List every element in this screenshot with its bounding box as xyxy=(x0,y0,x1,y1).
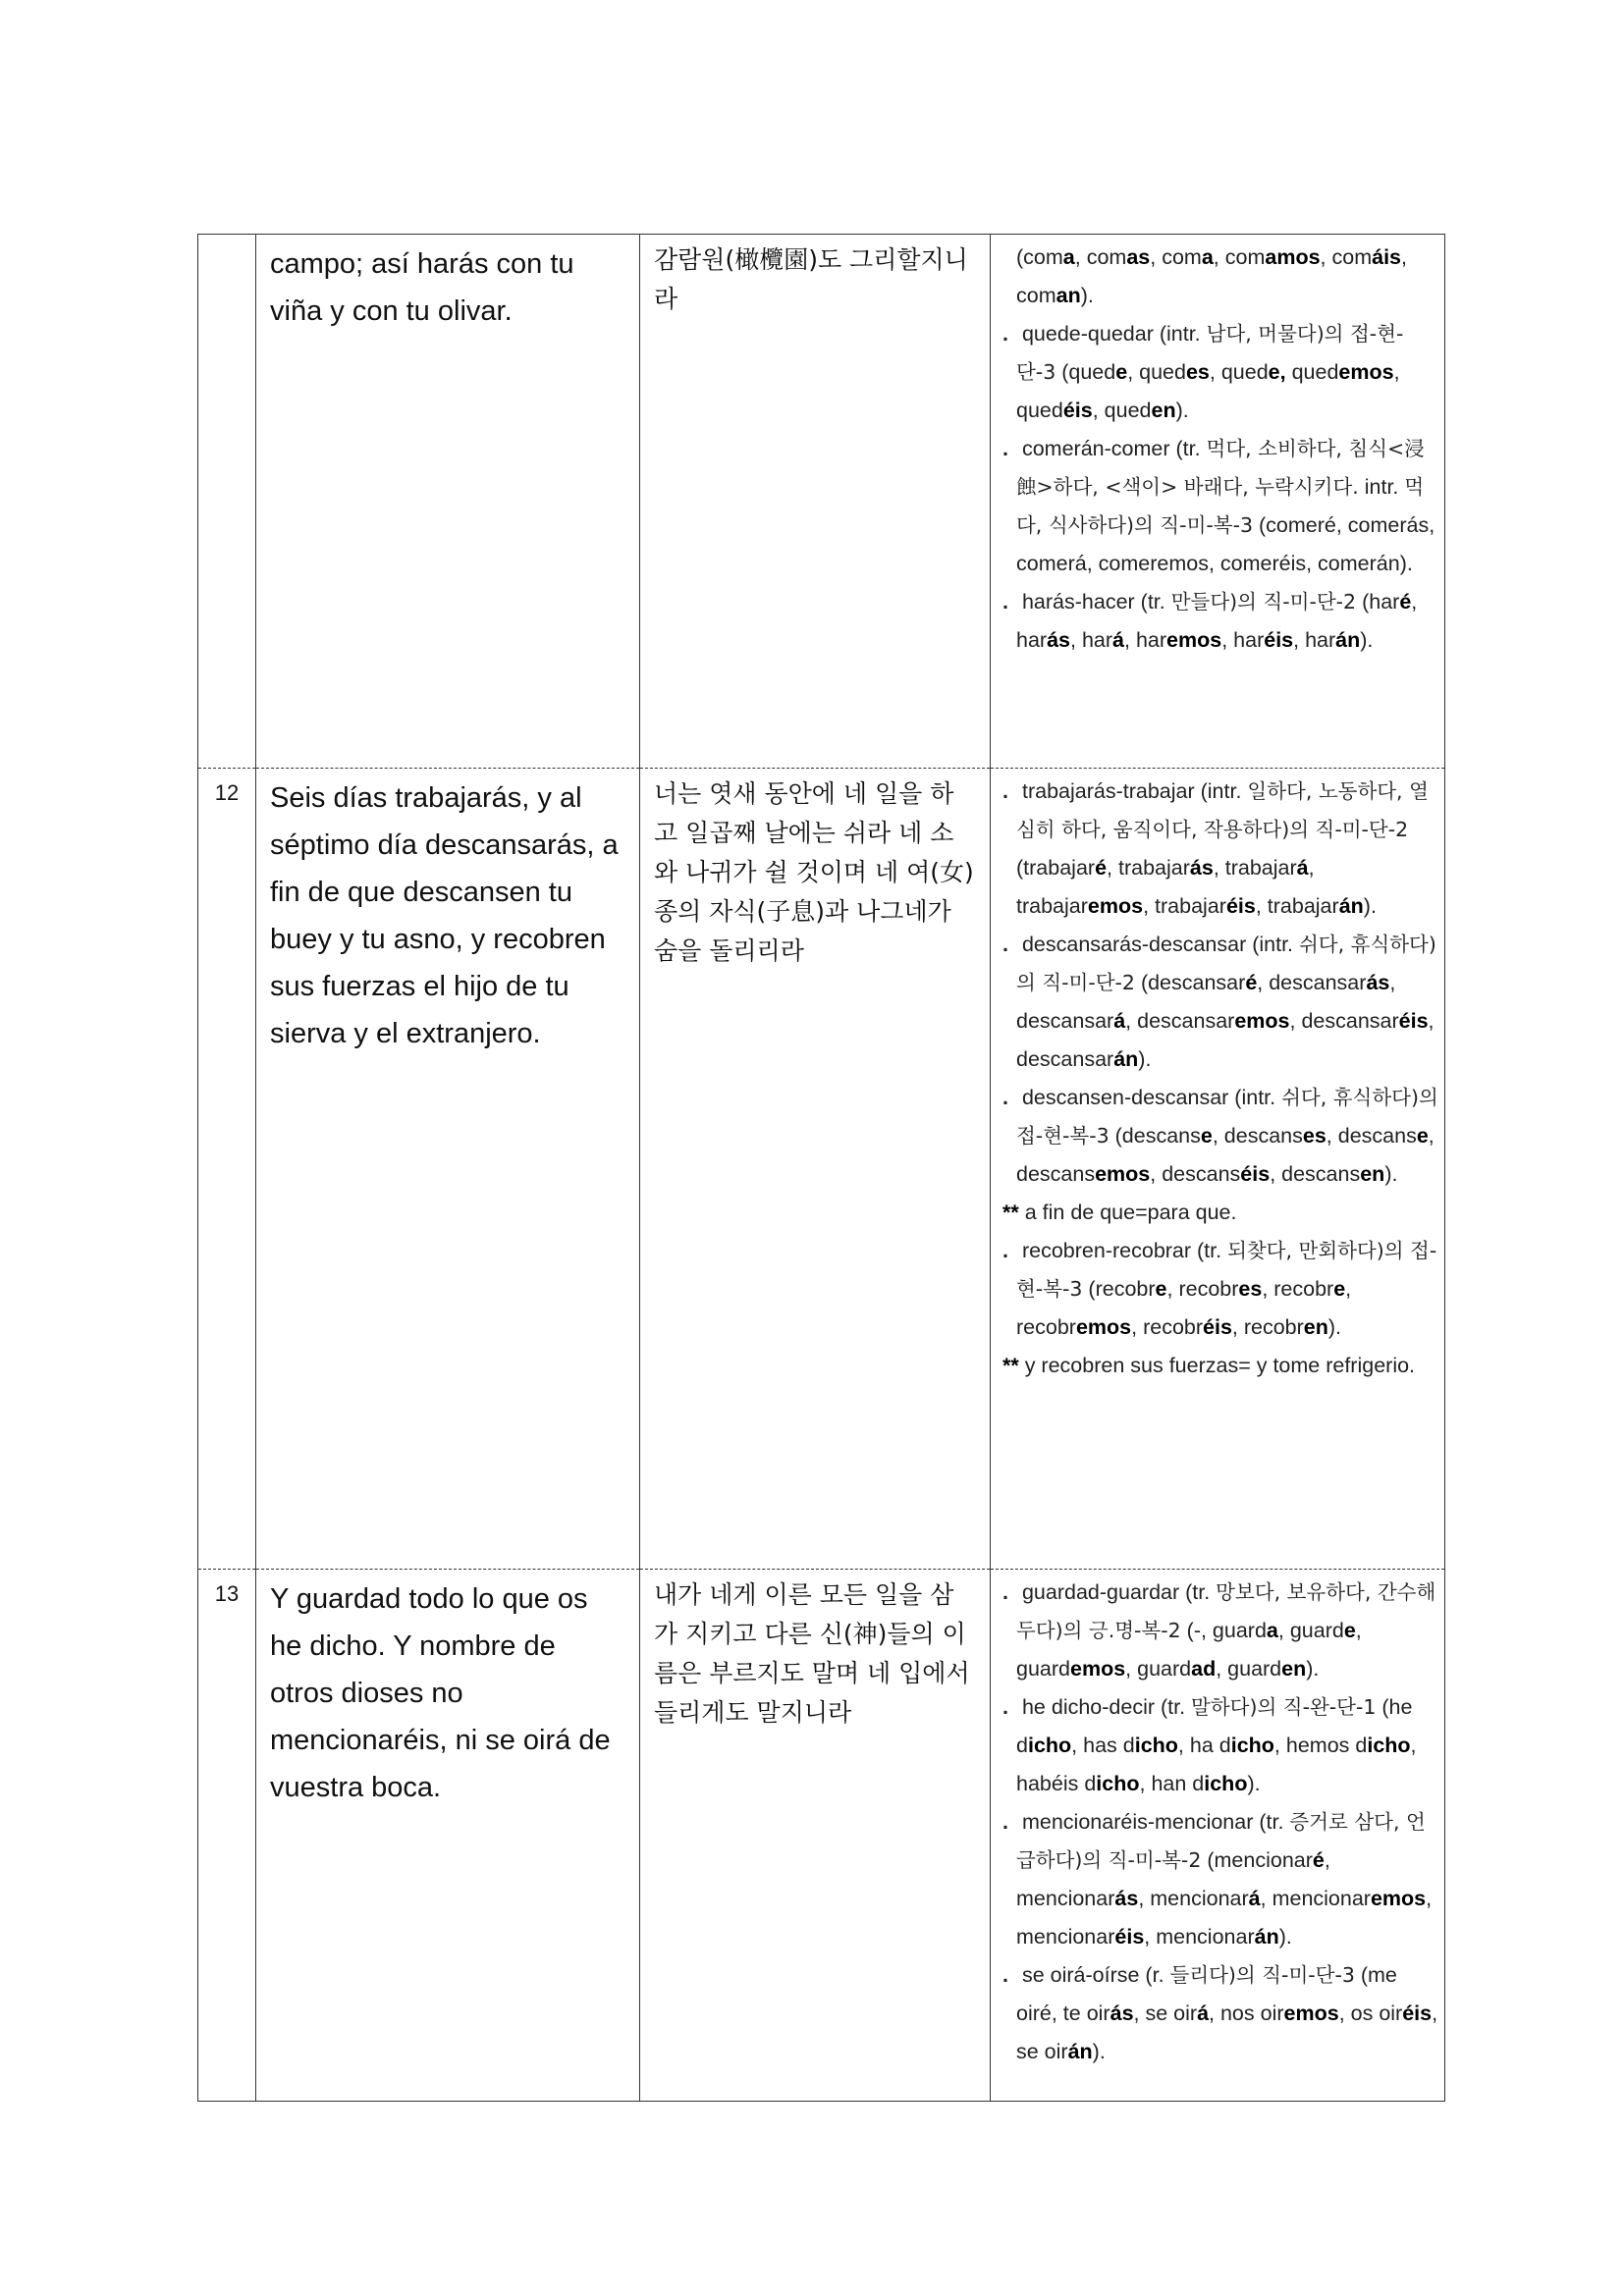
spanish-text: Y guardad todo lo que os he dicho. Y nombre de otros dioses no mencionaréis, ni se oirá de vuestra boca. xyxy=(256,1570,640,2102)
korean-text: 너는 엿새 동안에 네 일을 하고 일곱째 날에는 쉬라 네 소와 나귀가 쉴 것이며 네 여(女)종의 자식(子息)과 나그네가 숨을 돌리리라 xyxy=(640,769,991,1570)
grammar-note: . he dicho-decir (tr. 말하다)의 직-완-단-1 (he dicho, has dicho, ha dicho, hemos dicho, habéis dicho, han dicho). xyxy=(1002,1695,1417,1795)
grammar-note: ** a fin de que=para que. xyxy=(1002,1201,1237,1224)
table-row xyxy=(198,235,1445,769)
grammar-notes xyxy=(991,235,1445,769)
grammar-note: . comerán-comer (tr. 먹다, 소비하다, 침식<浸蝕>하다, <색이> 바래다, 누락시키다. intr. 먹다, 식사하다)의 직-미-복-3 (comeré, comerás, comerá, comeremos, comeréis, comerán). xyxy=(1002,437,1435,575)
verse-number: 12 xyxy=(198,769,256,1570)
table-row xyxy=(198,1570,1445,2102)
spanish-text: campo; así harás con tu viña y con tu olivar. xyxy=(256,235,640,769)
grammar-note: . mencionaréis-mencionar (tr. 증거로 삼다, 언급하다)의 직-미-복-2 (mencionaré, mencionarás, mencionará, mencionaremos, mencionaréis, mencionarán). xyxy=(1002,1810,1433,1949)
grammar-note: . quede-quedar (intr. 남다, 머물다)의 접-현-단-3 (quede, quedes, quede, quedemos, quedéis, queden). xyxy=(1002,322,1404,422)
verse-number xyxy=(198,235,256,769)
grammar-note: . harás-hacer (tr. 만들다)의 직-미-단-2 (haré, harás, hará, haremos, haréis, harán). xyxy=(1002,590,1418,652)
spanish-text: Seis días trabajarás, y al séptimo día descansarás, a fin de que descansen tu buey y tu asno, y recobren sus fuerzas el hijo de tu sierva y el extranjero. xyxy=(256,769,640,1570)
table-row xyxy=(198,769,1445,1570)
korean-text: 감람원(橄欖園)도 그리할지니라 xyxy=(640,235,991,769)
grammar-notes xyxy=(991,769,1445,1570)
grammar-note: . descansen-descansar (intr. 쉬다, 휴식하다)의 접-현-복-3 (descanse, descanses, descanse, descansemos, descanséis, descansen). xyxy=(1002,1086,1438,1186)
grammar-note: . trabajarás-trabajar (intr. 일하다, 노동하다, 열심히 하다, 움직이다, 작용하다)의 직-미-단-2 (trabajaré, trabajarás, trabajará, trabajaremos, trabajaréis, trabajarán). xyxy=(1002,779,1429,918)
grammar-note: (coma, comas, coma, comamos, comáis, coman). xyxy=(1016,245,1407,307)
korean-text: 내가 네게 이른 모든 일을 삼가 지키고 다른 신(神)들의 이름은 부르지도 말며 네 입에서 들리게도 말지니라 xyxy=(640,1570,991,2102)
grammar-note: . recobren-recobrar (tr. 되찾다, 만회하다)의 접-현-복-3 (recobre, recobres, recobre, recobremos, recobréis, recobren). xyxy=(1002,1239,1437,1339)
grammar-note: . guardad-guardar (tr. 망보다, 보유하다, 간수해 두다)의 긍.명-복-2 (-, guarda, guarde, guardemos, guardad, guarden). xyxy=(1002,1580,1436,1681)
grammar-note: . se oirá-oírse (r. 들리다)의 직-미-단-3 (me oiré, te oirás, se oirá, nos oiremos, os oiréis, se oirán). xyxy=(1002,1963,1438,2063)
grammar-note: . descansarás-descansar (intr. 쉬다, 휴식하다)의 직-미-단-2 (descansaré, descansarás, descansará, descansaremos, descansaréis, descansarán). xyxy=(1002,933,1436,1071)
verse-table xyxy=(197,234,1445,2102)
grammar-note: ** y recobren sus fuerzas= y tome refrigerio. xyxy=(1002,1354,1416,1377)
grammar-notes xyxy=(991,1570,1445,2102)
verse-number: 13 xyxy=(198,1570,256,2102)
